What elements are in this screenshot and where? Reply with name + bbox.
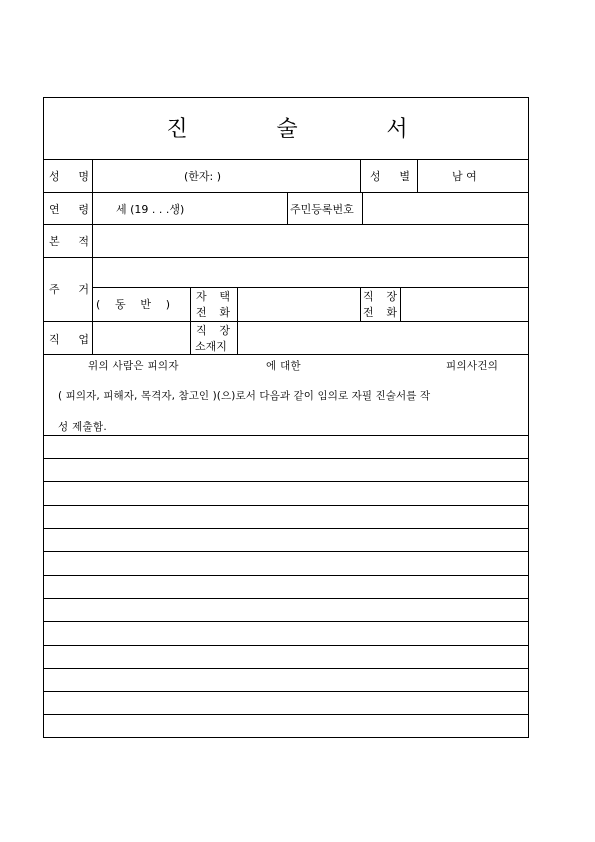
divider [360,159,361,192]
ruled-line [44,481,528,482]
statement-line1-b: 에 대한 [266,360,301,372]
ruled-line [44,458,528,459]
age-field[interactable]: 세 (19 . . .생) [116,203,185,216]
ruled-line [44,551,528,552]
age-label: 연 령 [49,203,89,216]
work-phone-field[interactable] [401,288,527,320]
statement-line3: 성 제출함. [58,421,108,433]
workplace-field[interactable] [238,322,527,353]
workplace-label-2: 소재지 [195,340,227,353]
divider [287,192,288,224]
origin-label: 본 적 [49,235,89,248]
title-char-3: 서 [386,117,408,142]
ruled-line [44,645,528,646]
statement-form [43,97,529,738]
origin-field[interactable] [93,225,527,256]
divider [44,159,528,160]
ruled-line [44,435,528,436]
ruled-line [44,598,528,599]
title-char-1: 진 [166,117,188,142]
divider [417,159,418,192]
divider [190,287,191,354]
statement-line2: ( 피의자, 피해자, 목격자, 참고인 )(으)로서 다음과 같이 임의로 자필 진술서를 작 [58,390,431,402]
home-phone-label-1: 자 택 [196,290,230,303]
ruled-line [44,668,528,669]
hanja-field[interactable]: (한자: ) [184,170,222,183]
sex-label: 성 별 [370,170,410,183]
work-phone-label-2: 전 화 [363,306,397,319]
divider [360,287,361,321]
ruled-line [44,528,528,529]
work-phone-label-1: 직 장 [363,290,397,303]
sex-options[interactable]: 남 여 [452,170,477,183]
job-label: 직 업 [49,333,89,346]
workplace-label-1: 직 장 [196,324,230,337]
dong-ban-field[interactable]: ( 동 반 ) [96,298,170,311]
rrn-label: 주민등록번호 [290,203,354,216]
ruled-line [44,714,528,715]
rrn-field[interactable] [363,193,527,223]
home-phone-field[interactable] [238,288,359,320]
ruled-line [44,575,528,576]
address-label: 주 거 [49,283,89,296]
ruled-line [44,621,528,622]
divider [44,354,528,355]
ruled-line [44,691,528,692]
home-phone-label-2: 전 화 [196,306,230,319]
statement-line1-a: 위의 사람은 피의자 [88,360,179,372]
name-label: 성 명 [49,170,89,183]
title-char-2: 술 [276,117,298,142]
ruled-line [44,505,528,506]
address-field[interactable] [93,258,527,286]
statement-line1-c: 피의사건의 [446,360,499,372]
job-field[interactable] [93,322,189,353]
form-title [44,115,530,145]
